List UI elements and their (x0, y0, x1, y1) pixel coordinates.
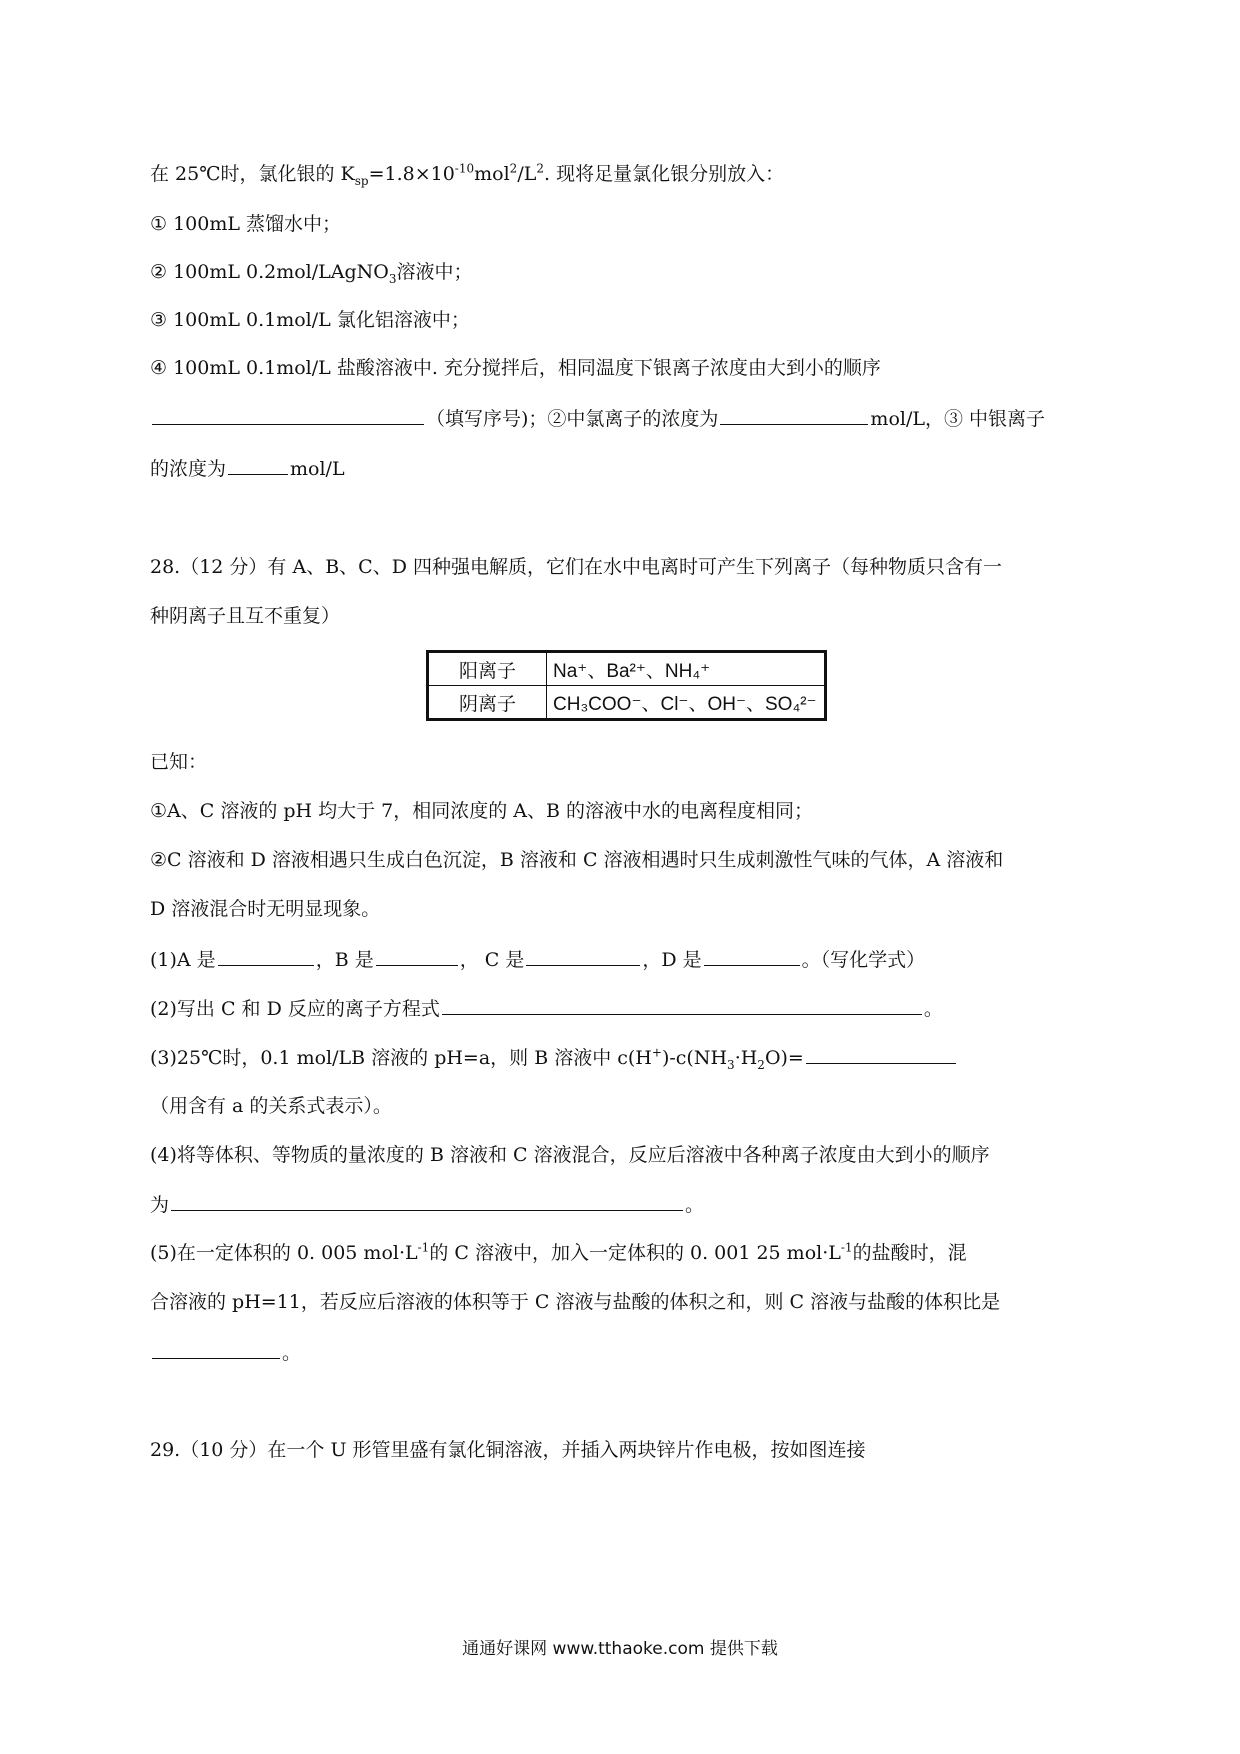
q29-stem: 29.（10 分）在一个 U 形管里盛有氯化铜溶液，并插入两块锌片作电极，按如图连接 (150, 1439, 866, 1461)
q28-known: 已知： (150, 751, 208, 773)
table-row (428, 652, 826, 686)
q27-item-4: ④ 100mL 0.1mol/L 盐酸溶液中. 充分搅拌后，相同温度下银离子浓度由大到小的顺序 (150, 357, 881, 379)
q28-part-5a: (5)在一定体积的 0. 005 $mol\cdot L^{-1}$的 C 溶液中，加入一定体积的 0. 001 25 $mol\cdot L^{-1}$的盐酸时，混 (150, 1240, 967, 1264)
answer-blank[interactable] (704, 945, 800, 966)
table-row (428, 686, 826, 720)
answer-blank[interactable] (526, 945, 640, 966)
q28-part-4b: 为 。 (150, 1190, 1100, 1218)
ion-table (426, 650, 827, 721)
q28-condition-2a: ②C 溶液和 D 溶液相遇只生成白色沉淀，B 溶液和 C 溶液相遇时只生成刺激性气味的气体，A 溶液和 (150, 849, 1004, 871)
answer-blank[interactable] (806, 1043, 956, 1064)
answer-blank[interactable] (442, 994, 922, 1015)
q28-part-2: (2)写出 C 和 D 反应的离子方程式 。 (150, 994, 1100, 1022)
anion-label: 阴离子 (428, 686, 547, 720)
q28-stem-1: 28.（12 分）有 A、B、C、D 四种强电解质，它们在水中电离时可产生下列离子（每种物质只含有一 (150, 556, 1002, 578)
q27-intro: 在 25℃时，氯化银的 $K_{sp}=1.8\times 10^{-10}mol^2/L^2$. 现将足量氯化银分别放入： (150, 161, 785, 188)
q27-fill-line-1: （填写序号)；②中氯离子的浓度为 mol/L，③ 中银离子 (150, 404, 1100, 432)
q28-part-4a: (4)将等体积、等物质的量浓度的 B 溶液和 C 溶液混合，反应后溶液中各种离子浓度由大到小的顺序 (150, 1144, 990, 1166)
answer-blank[interactable] (171, 1190, 683, 1211)
answer-blank[interactable] (376, 945, 458, 966)
q28-part-5b: 合溶液的 pH=11，若反应后溶液的体积等于 C 溶液与盐酸的体积之和，则 C 溶液与盐酸的体积比是 (150, 1291, 1001, 1313)
q28-part-3-note: （用含有 a 的关系式表示）。 (150, 1095, 392, 1117)
q28-condition-2b: D 溶液混合时无明显现象。 (150, 898, 381, 920)
q27-fill-line-2: 的浓度为 mol/L (150, 454, 1100, 482)
answer-blank[interactable] (218, 945, 314, 966)
cation-label: 阳离子 (428, 652, 547, 686)
q28-condition-1: ①A、C 溶液的 pH 均大于 7，相同浓度的 A、B 的溶液中水的电离程度相同； (150, 800, 814, 822)
q27-item-3: ③ 100mL 0.1mol/L 氯化铝溶液中； (150, 309, 470, 331)
cation-values: Na⁺、Ba²⁺、NH₄⁺ (547, 652, 826, 686)
answer-blank[interactable] (720, 404, 868, 425)
q28-part-5c: 。 (150, 1338, 1100, 1366)
q28-stem-2: 种阴离子且互不重复） (150, 605, 341, 627)
answer-blank[interactable] (228, 454, 288, 475)
q28-part-1: (1)A 是 ，B 是 ， C 是 ，D 是 。（写化学式） (150, 945, 1100, 973)
q27-item-2: ② 100mL 0.2mol/LAgNO$_3$溶液中； (150, 261, 473, 286)
anion-values: CH₃COO⁻、Cl⁻、OH⁻、SO₄²⁻ (547, 686, 826, 720)
q27-item-1: ① 100mL 蒸馏水中； (150, 213, 342, 235)
q28-part-3: (3)25℃时，0.1 mol/LB 溶液的 pH=a，则 B 溶液中 $c(H^+)-c(NH_3\cdot H_2O)=$ (150, 1043, 1100, 1071)
answer-blank[interactable] (152, 404, 424, 425)
answer-blank[interactable] (152, 1338, 280, 1359)
page-footer: 通通好课网 www.tthaoke.com 提供下载 (462, 1639, 778, 1659)
